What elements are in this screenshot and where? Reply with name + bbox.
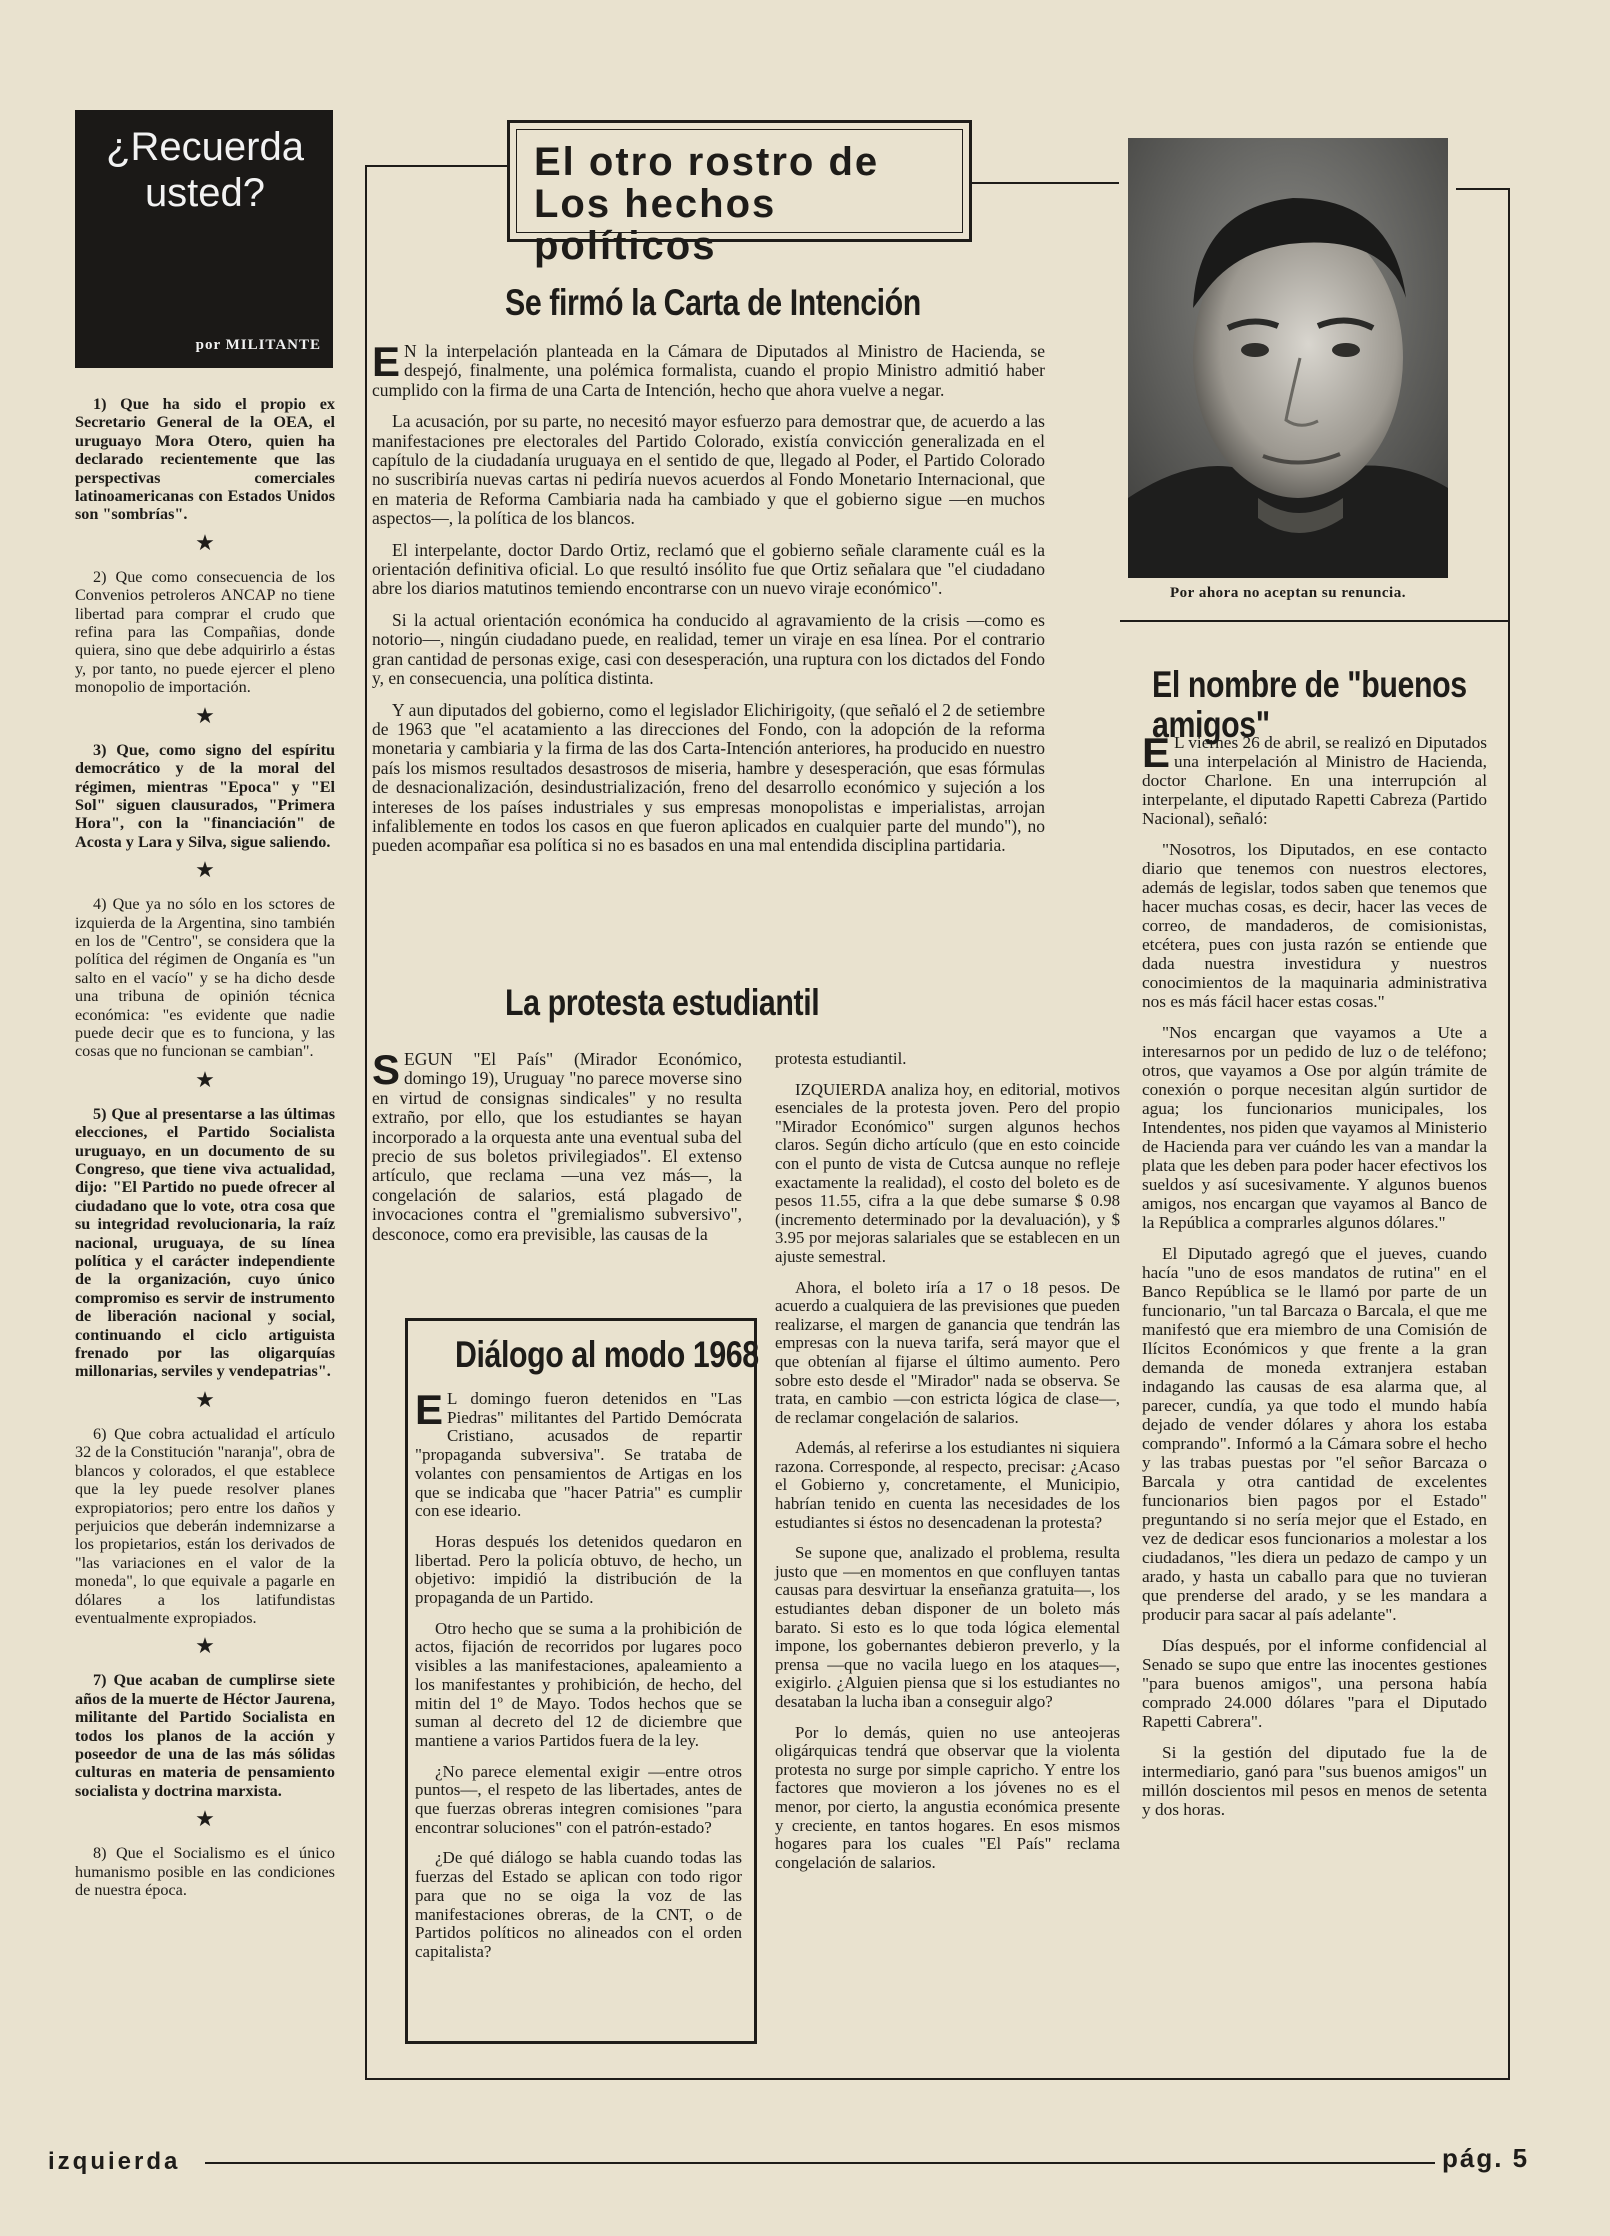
dialogo-headline: Diálogo al modo 1968 [455, 1334, 759, 1375]
amigos-paragraph: L viernes 26 de abril, se realizó en Diputados una interpelación al Ministro de Hacienda, doctor Charlone. En una interrupción al interpelante, el diputado Rapetti Cabreza (Partido Nacional), señaló: [1142, 733, 1487, 828]
dialogo-paragraph: Otro hecho que se suma a la prohibición de actos, fijación de recorridos por lugares poco visibles a las manifestaciones, apaleamiento a los manifestantes y prohibición, de hecho, del mitin del 1º de Mayo. Todos hechos que se suman al decreto del 12 de diciembre que mantiene a varios Partidos fuera de la ley. [415, 1618, 742, 1750]
protesta-paragraph: Se supone que, analizado el problema, resulta justo que —en momentos en que confluyen tantas causas para desvirtuar la enseñanza gratuita—, los estudiantes deban disponer de un boleto más barato. Si esto es lo que toda lógica elemental impone, los gobernantes debieron preverlo, y la prensa —que no vacila luego en los ataques—, exigirlo. ¿Alguien piensa que si los estudiantes no desataban la lucha iban a conseguir algo? [775, 1543, 1120, 1711]
dialogo-paragraph: L domingo fueron detenidos en "Las Piedras" militantes del Partido Demócrata Cristiano, acusados de repartir "propaganda subversiva". Se trataba de volantes con pensamientos de Artigas en los que se indicaba que "hacer Patria" es cumplir con ese ideario. [415, 1389, 742, 1521]
recuerda-item: 6) Que cobra actualidad el artículo 32 de la Constitución "naranja", obra de blancos y colorados, el que establece que la ley puede resolver planes expropiatorios; pero entre los daños y perjuicios que deberán indemnizarse a los propietarios, están los derivados de "las variaciones en el valor de la moneda", lo que equivale a pagarle en dólares a los latifundistas eventualmente expropiados. [75, 1424, 335, 1627]
carta-paragraph: Y aun diputados del gobierno, como el legislador Elichirigoity, (que señaló el 2 de setiembre de 1963 que "el acatamiento a las direcciones del Fondo, con la adopción de la reforma monetaria y cambiaria y la firma de las dos Carta-Intención anteriores, ha producido en nuestro país los mismos resultados desastrosos de miseria, hambre y desesperación, que esas fórmulas de desnacionalización, desindustrialización, freno del desarrollo económico y sujeción a los intereses de los países industriales y sus empresas monopolistas e imperialistas, arrojan infaliblemente en todos los casos en que fueron aplicados en cualquier parte del mundo"), no pueden acompañar esa política si no es basados en una mal entendida disciplina partidaria. [372, 699, 1045, 856]
section-header-line2: Los hechos políticos [534, 182, 777, 268]
amigos-paragraph: "Nos encargan que vayamos a Ute a interesarnos por un pedido de luz o de teléfono; otros, que vayamos a Ose por algún trámite de conexión o porque necesitan algún surtidor de agua; los funcionarios municipales, los Intendentes, nos piden que vayamos al Ministerio de Hacienda para ver cuándo les van a mandar la plata que les deben para poder hacer efectivos los sueldos y así sucesivamente. Y algunos buenos amigos, nos encargan que vayamos al Banco de la República a comprarles algunos dólares." [1142, 1023, 1487, 1232]
recuerda-item: 5) Que al presentarse a las últimas elecciones, el Partido Socialista uruguayo, en un documento de su Congreso, que tiene viva actualidad, dijo: "El Partido no puede ofrecer al ciudadano que lo vote, otra cosa que su integridad revolucionaria, la raíz nacional, uruguaya, de su línea política y el carácter independiente de la organización, cuyo único compromiso es servir de instrumento de liberación nacional y social, continuando el ciclo artiguista frenado por las oligarquías millonarias, serviles y vendepatrias". [75, 1104, 335, 1381]
carta-paragraph: N la interpelación planteada en la Cámara de Diputados al Ministro de Hacienda, se despejó, finalmente, una polémica formalista, cuando el propio Ministro admitió haber cumplido con la firma de una Carta de Intención, hecho que ahora vuelve a negar. [372, 341, 1045, 400]
amigos-dropcap: E [1142, 729, 1171, 776]
dialogo-paragraph: Horas después los detenidos quedaron en libertad. Pero la policía obtuvo, de hecho, un objetivo: impidió la distribución de la propaganda de un Partido. [415, 1531, 742, 1608]
star-separator: ★ [195, 1806, 215, 1832]
star-separator: ★ [195, 702, 215, 728]
section-header-line1: El otro rostro de [534, 140, 880, 184]
photo-bottom-rule [1120, 620, 1510, 622]
carta-article [372, 338, 1045, 868]
recuerda-title-line2: usted? [144, 171, 266, 215]
frame-top-mid-line [969, 182, 1119, 184]
frame-right-line [1508, 188, 1510, 2080]
recuerda-title-line1: ¿Recuerda [106, 125, 304, 169]
protesta-paragraph: EGUN "El País" (Mirador Económico, domingo 19), Uruguay "no parece moverse sino en virtud de consignas sindicales" y no resulta extraño, por ello, que los estudiantes se hayan incorporado a la orquesta ante una eventual suba del precio de sus boletos privilegiados". El extenso artículo, que reclama —una vez más—, la congelación de salarios, está plagado de invocaciones contra el "gremialismo subversivo", desconoce, como era previsible, las causas de la [372, 1049, 742, 1244]
protesta-paragraph: protesta estudiantil. [775, 1049, 907, 1068]
section-header-box [507, 120, 972, 268]
protesta-column-1 [372, 1046, 742, 1256]
amigos-paragraph: Si la gestión del diputado fue la de intermediario, ganó para "sus buenos amigos" un millón doscientos mil pesos en menos de setenta y dos horas. [1142, 1743, 1487, 1819]
protesta-paragraph: Además, al referirse a los estudiantes ni siquiera razona. Corresponde, al respecto, precisar: ¿Acaso el Gobierno y, concretamente, el Municipio, habrían tenido en cuenta las necesidades de los estudiantes si éstos no desencadenan la protesta? [775, 1438, 1120, 1532]
footer-publication-name: izquierda [48, 2148, 181, 2175]
protesta-dropcap: S [372, 1046, 401, 1093]
carta-paragraph: Si la actual orientación económica ha conducido al agravamiento de la crisis —como es notorio—, ningún ciudadano puede, en realidad, temer un viraje en esa línea. Por el contrario gran cantidad de personas exige, casi con desesperación, una ruptura con los dictados del Fondo y, en consecuencia, una política distinta. [372, 609, 1045, 689]
frame-top-right-line [1456, 188, 1510, 190]
protesta-paragraph: IZQUIERDA analiza hoy, en editorial, motivos esenciales de la protesta joven. Pero del propio "Mirador Económico" surgen algunos hechos claros. Según dicho artículo (que en esto coincide con el punto de vista de Cutcsa aunque no refleje exactamente la realidad), el costo del boleto es de pesos 11.55, cifra a la que debe sumarse $ 0.98 (incremento determinado por la devaluación), y $ 3.95 por mejoras salariales que se establecen en un ajuste semestral. [775, 1079, 1120, 1266]
protesta-headline: La protesta estudiantil [505, 982, 820, 1023]
section-header-title [534, 141, 969, 267]
amigos-paragraph: El Diputado agregó que el jueves, cuando hacía "uno de esos mandatos de rutina" en el Banco República se le llamó por parte de un funcionario, "un tal Barcaza o Barcala, el que me manifestó que era miembro de una Comisión de Ilícitos Económicos y que frente a la gran demanda de moneda extranjera estaban indagando las causas de esa alarma que, al parecer, cundía, ya que todo el mundo había dejado de vender dólares y ahora los estaba comprando". Informó a la Cámara sobre el hecho y las trabas puestas por "el señor Barcaza o Barcala y otra cantidad de excelentes funcionarios bien pagos por el Estado" preguntando si no sería mejor que el Estado, en vez de dedicar esos funcionarios a molestar a los ciudadanos, "les diera un pedazo de campo y un arado, y hasta un caballo para que no tuvieran que prenderse del arado, y se les mandara a producir para sacar al país adelante". [1142, 1244, 1487, 1624]
recuerda-item: 7) Que acaban de cumplirse siete años de la muerte de Héctor Jaurena, militante del Partido Socialista en todos los planos de la acción y poseedor de una de las más sólidas culturas en materia de pensamiento socialista y doctrina marxista. [75, 1671, 335, 1800]
footer-page-number: pág. 5 [1442, 2143, 1530, 2173]
recuerda-item: 3) Que, como signo del espíritu democrático y de la moral del régimen, mientras "Epoca" y "El Sol" siguen clausurados, "Primera Hora", con la "financiación" de Acosta y Lara y Silva, sigue saliendo. [75, 740, 335, 851]
footer-rule [205, 2162, 1435, 2164]
protesta-column-2 [775, 1050, 1120, 1884]
amigos-headline: El nombre de "buenos amigos" [1152, 664, 1467, 745]
dialogo-paragraph: ¿De qué diálogo se habla cuando todas las fuerzas del Estado se aplican con todo rigor para que no se oiga la voz de las manifestaciones obreras, de la CNT, o de Partidos políticos no alineados con el orden capitalista? [415, 1848, 742, 1961]
frame-bottom-line [365, 2078, 1510, 2080]
recuerda-list [75, 395, 335, 1905]
recuerda-item: 4) Que ya no sólo en los sctores de izquierda de la Argentina, sino también en los de "Centro", se considera que la política del régimen de Onganía es "un salto en el vacío" y se ha dicho desde una tribuna de opinión técnica económica: "es evidente que nadie puede decir que es to funciona, y las cosas que no funcionan se cambian". [75, 895, 335, 1061]
recuerda-item: 8) Que el Socialismo es el único humanismo posible en las condiciones de nuestra época. [75, 1844, 335, 1899]
photo-caption: Por ahora no aceptan su renuncia. [1170, 585, 1406, 601]
portrait-photo [1128, 138, 1448, 578]
amigos-paragraph: "Nosotros, los Diputados, en ese contacto diario que tenemos con nuestros electores, además de legislar, todos saben que tenemos que hacer muchas cosas, es decir, hacer las veces de correo, de mandaderos, de comisionistas, etcétera, pues con justa razón se entiende que dada nuestra investidura y nuestros conocimientos de la maquinaria administrativa nos es más fácil hacer estas cosas." [1142, 840, 1487, 1011]
dialogo-dropcap: E [415, 1386, 444, 1433]
carta-paragraph: La acusación, por su parte, no necesitó mayor esfuerzo para demostrar que, de acuerdo a las manifestaciones pre electorales del Partido Colorado, existía convicción generalizada en el capítulo de la ciudadanía uruguaya en el sentido de que, llegado al Poder, el Partido Colorado no suscribiría nuevas cartas ni pediría nuevos acuerdos al Fondo Monetario Internacional, que en materia de Reforma Cambiaria nada ha cambiado y que el gobierno sigue —en muchos aspectos—, la política de los blancos. [372, 411, 1045, 529]
star-separator: ★ [195, 857, 215, 883]
recuerda-header-box [75, 110, 333, 368]
recuerda-author: por MILITANTE [195, 337, 321, 353]
dialogo-article [415, 1386, 742, 1974]
recuerda-item: 1) Que ha sido el propio ex Secretario General de la OEA, el uruguayo Mora Otero, quien ha declarado recientemente que las perspectivas comerciales latinoamericanas con Estados Unidos son "sombrías". [75, 395, 335, 524]
star-separator: ★ [195, 1386, 215, 1412]
frame-top-left-line [365, 165, 507, 167]
star-separator: ★ [195, 1066, 215, 1092]
frame-left-line [365, 165, 367, 2080]
star-separator: ★ [195, 1633, 215, 1659]
carta-headline: Se firmó la Carta de Intención [505, 282, 921, 323]
star-separator: ★ [195, 529, 215, 555]
carta-dropcap: E [372, 338, 401, 385]
dialogo-paragraph: ¿No parece elemental exigir —entre otros puntos—, el respeto de las libertades, antes de que fuerzas obreras integren comisiones "para encontrar soluciones" con el patrón-estado? [415, 1761, 742, 1837]
recuerda-title [87, 124, 323, 216]
amigos-article [1142, 729, 1487, 1831]
protesta-paragraph: Por lo demás, quien no use anteojeras oligárquicas tendrá que observar que la violenta protesta no surge por simple capricho. Y entre los factores que movieron a los jóvenes no es el menor, por cierto, la angustia económica presente y creciente, en tantos hogares. En esos mismos hogares para los cuales "El País" reclama congelación de salarios. [775, 1722, 1120, 1872]
protesta-paragraph: Ahora, el boleto iría a 17 o 18 pesos. De acuerdo a cualquiera de las previsiones que pueden realizarse, el margen de ganancia que tendrán las empresas con la nueva tarifa, será mayor que el que obtenían al fijarse el último aumento. Pero sobre esto desde el "Mirador" nada se observa. Se trata, en cambio —con estricta lógica de clase—, de reclamar congelación de salarios. [775, 1277, 1120, 1427]
carta-paragraph: El interpelante, doctor Dardo Ortiz, reclamó que el gobierno señale claramente cuál es la orientación definitiva oficial. Lo que resultó insólito fue que Ortiz señalara que "el ciudadano abre los diarios matutinos temiendo encontrarse con un nuevo viraje económico". [372, 539, 1045, 599]
amigos-paragraph: Días después, por el informe confidencial al Senado se supo que entre las inocentes gestiones "para buenos amigos", una persona había comprado 24.000 dólares "para el Diputado Rapetti Cabrera". [1142, 1636, 1487, 1731]
recuerda-item: 2) Que como consecuencia de los Convenios petroleros ANCAP no tiene libertad para comprar el crudo que refina para las Compañias, donde quiera, sino que debe adquirirlo a éstas y, por tanto, no puede ejercer el pleno monopolio de importación. [75, 567, 335, 697]
